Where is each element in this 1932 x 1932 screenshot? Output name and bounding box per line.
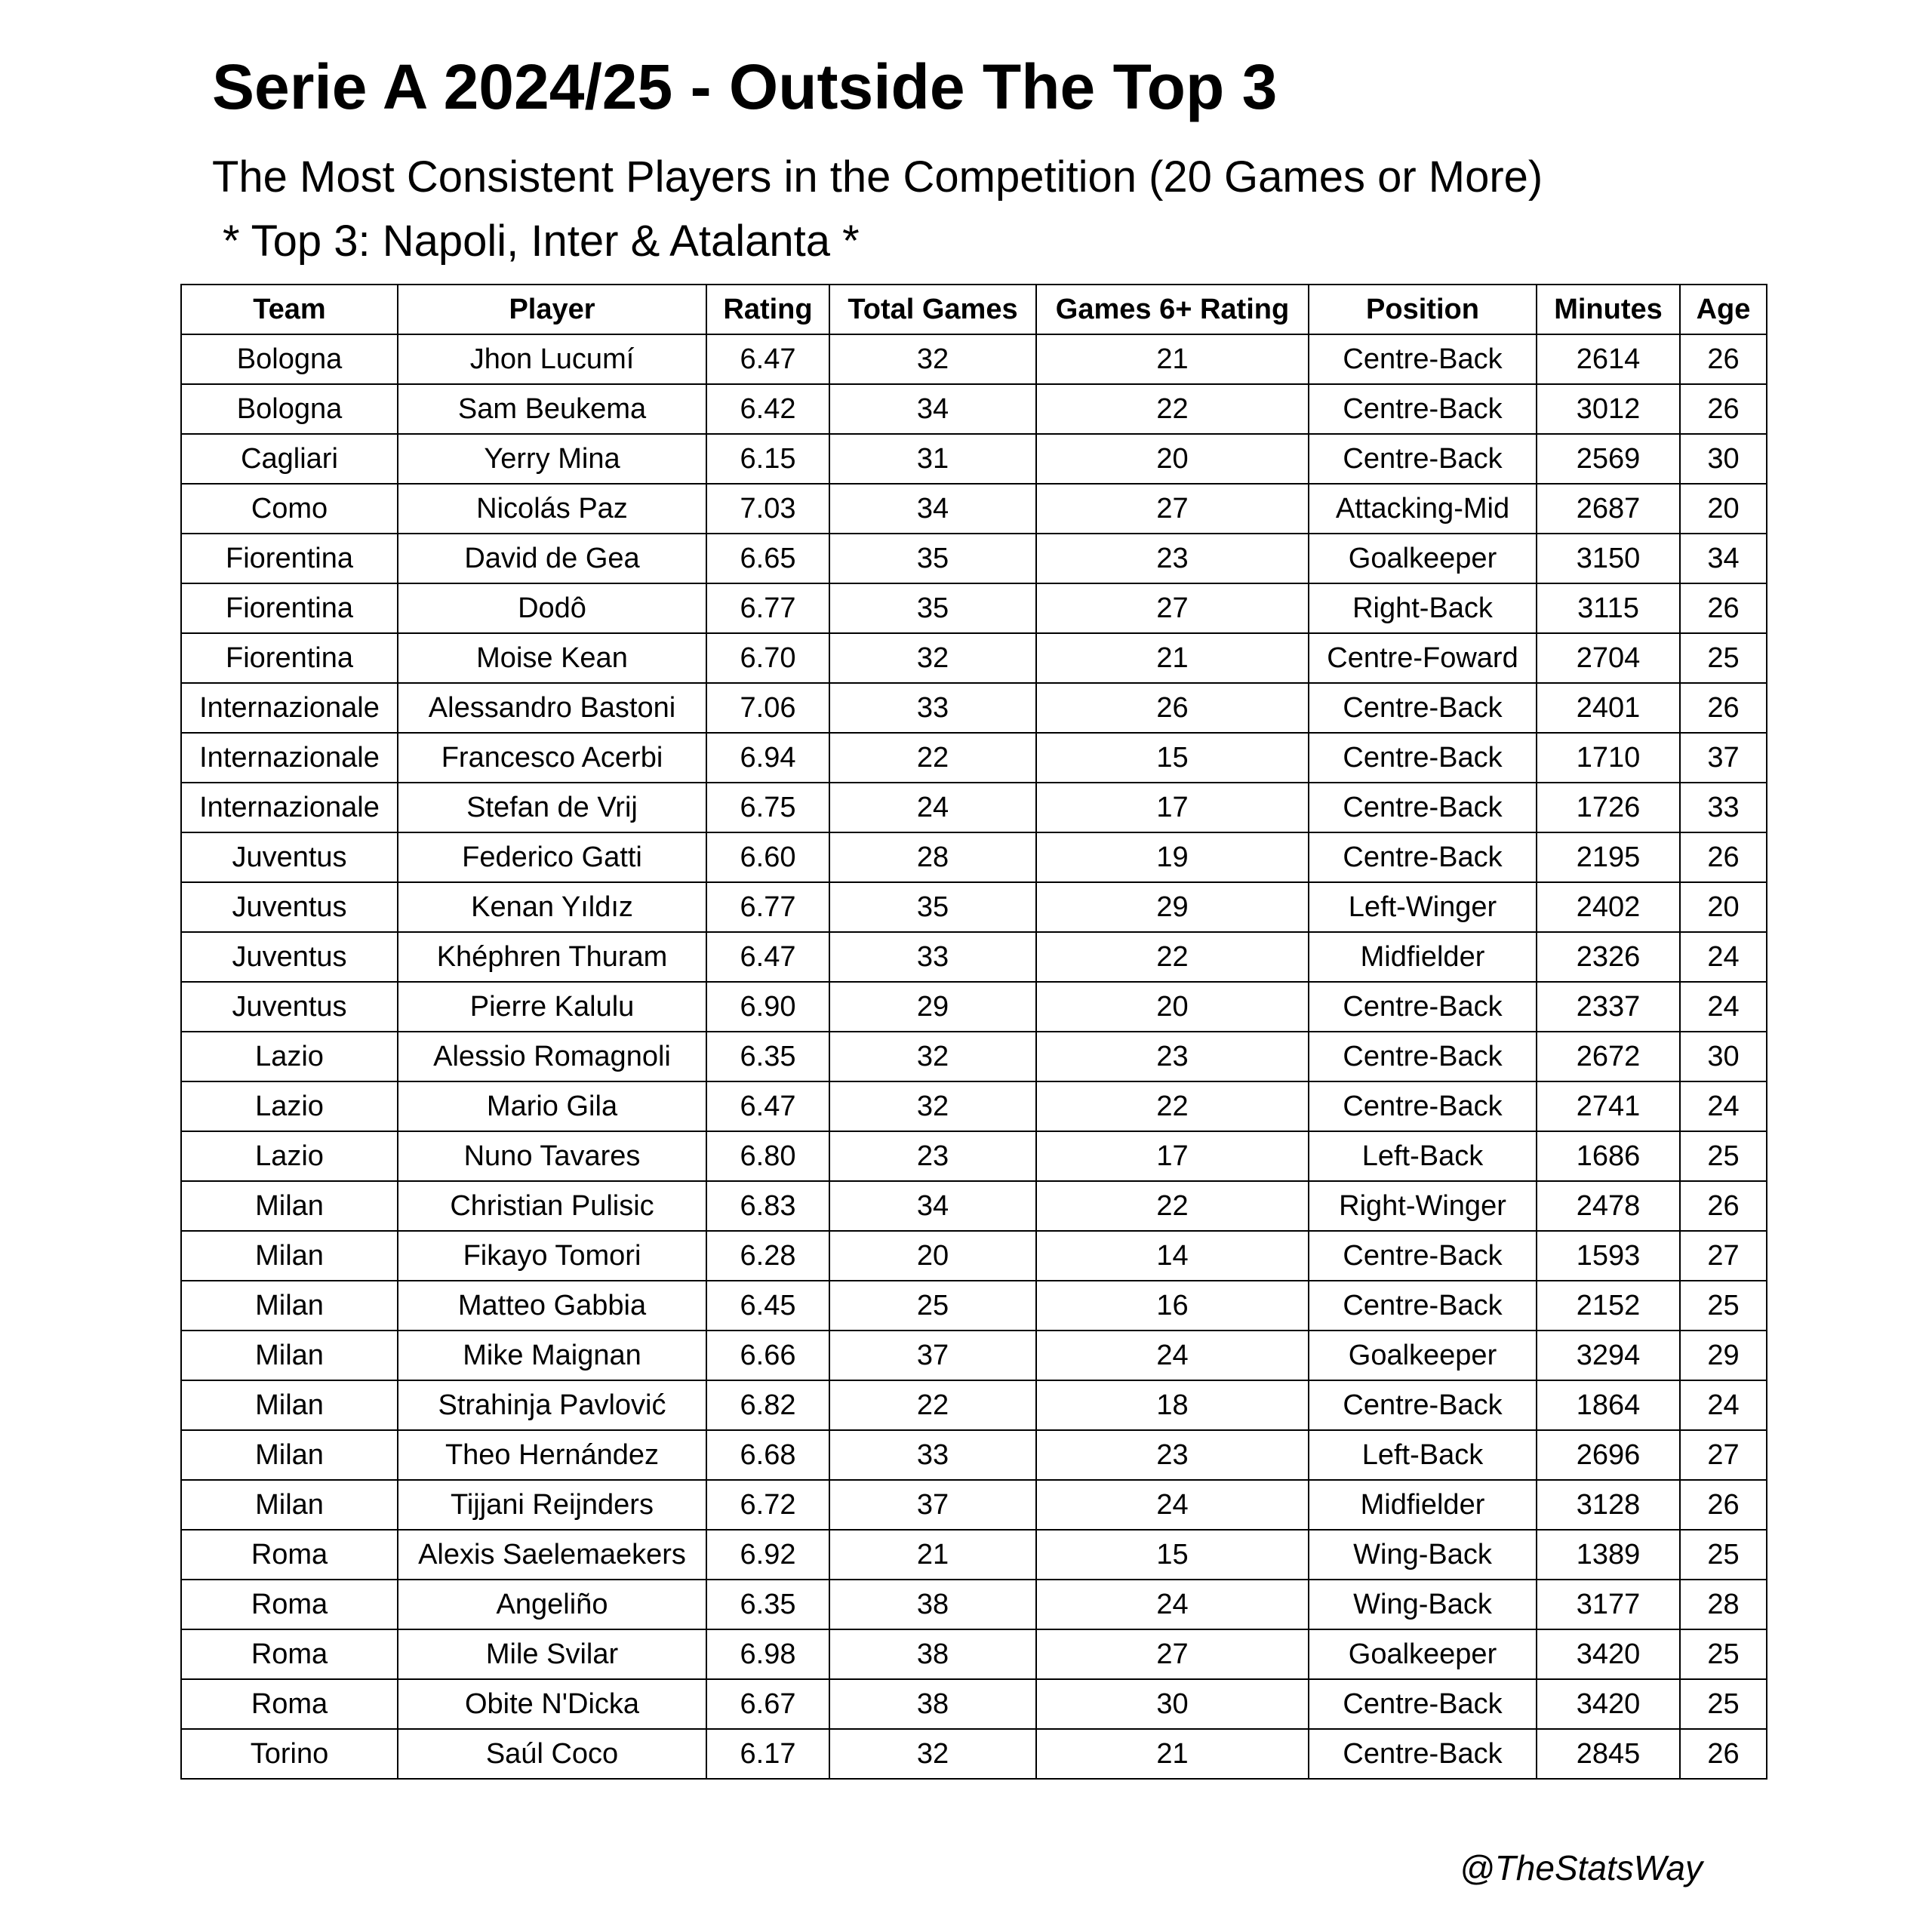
- team-cell: Juventus: [181, 932, 398, 982]
- games-6plus-cell: 26: [1036, 683, 1309, 733]
- team-cell: Torino: [181, 1729, 398, 1779]
- team-cell: Fiorentina: [181, 583, 398, 633]
- age-cell: 26: [1680, 1729, 1767, 1779]
- minutes-cell: 3420: [1537, 1629, 1680, 1679]
- total-games-cell: 22: [829, 1380, 1036, 1430]
- minutes-cell: 2569: [1537, 434, 1680, 484]
- player-cell: Obite N'Dicka: [398, 1679, 706, 1729]
- table-row: [181, 633, 1767, 683]
- player-cell: Kenan Yıldız: [398, 882, 706, 932]
- games-6plus-cell: 20: [1036, 982, 1309, 1032]
- table-row: [181, 832, 1767, 882]
- page-subtitle: The Most Consistent Players in the Competition (20 Games or More): [212, 152, 1543, 202]
- age-cell: 25: [1680, 1530, 1767, 1580]
- player-cell: Moise Kean: [398, 633, 706, 683]
- minutes-cell: 2741: [1537, 1081, 1680, 1131]
- age-cell: 37: [1680, 733, 1767, 783]
- column-header: Minutes: [1537, 285, 1680, 334]
- minutes-cell: 1389: [1537, 1530, 1680, 1580]
- age-cell: 24: [1680, 932, 1767, 982]
- minutes-cell: 2672: [1537, 1032, 1680, 1081]
- rating-cell: 6.17: [706, 1729, 829, 1779]
- team-cell: Juventus: [181, 832, 398, 882]
- table-row: [181, 1729, 1767, 1779]
- position-cell: Left-Back: [1309, 1430, 1537, 1480]
- rating-cell: 6.82: [706, 1380, 829, 1430]
- rating-cell: 6.77: [706, 583, 829, 633]
- table-row: [181, 1181, 1767, 1231]
- games-6plus-cell: 24: [1036, 1480, 1309, 1530]
- team-cell: Roma: [181, 1580, 398, 1629]
- team-cell: Milan: [181, 1231, 398, 1281]
- position-cell: Centre-Back: [1309, 1081, 1537, 1131]
- rating-cell: 6.45: [706, 1281, 829, 1331]
- games-6plus-cell: 29: [1036, 882, 1309, 932]
- rating-cell: 6.15: [706, 434, 829, 484]
- team-cell: Milan: [181, 1480, 398, 1530]
- age-cell: 25: [1680, 633, 1767, 683]
- rating-cell: 6.90: [706, 982, 829, 1032]
- player-cell: Nuno Tavares: [398, 1131, 706, 1181]
- total-games-cell: 22: [829, 733, 1036, 783]
- top3-note: * Top 3: Napoli, Inter & Atalanta *: [223, 217, 860, 266]
- table-row: [181, 434, 1767, 484]
- games-6plus-cell: 21: [1036, 1729, 1309, 1779]
- rating-cell: 6.68: [706, 1430, 829, 1480]
- team-cell: Milan: [181, 1181, 398, 1231]
- minutes-cell: 2696: [1537, 1430, 1680, 1480]
- player-cell: Khéphren Thuram: [398, 932, 706, 982]
- rating-cell: 6.83: [706, 1181, 829, 1231]
- games-6plus-cell: 23: [1036, 1430, 1309, 1480]
- minutes-cell: 3115: [1537, 583, 1680, 633]
- team-cell: Internazionale: [181, 783, 398, 832]
- player-cell: Alessandro Bastoni: [398, 683, 706, 733]
- table-row: [181, 1430, 1767, 1480]
- table-row: [181, 1032, 1767, 1081]
- team-cell: Milan: [181, 1430, 398, 1480]
- player-cell: Dodô: [398, 583, 706, 633]
- total-games-cell: 31: [829, 434, 1036, 484]
- table-row: [181, 1081, 1767, 1131]
- team-cell: Bologna: [181, 384, 398, 434]
- age-cell: 26: [1680, 832, 1767, 882]
- games-6plus-cell: 22: [1036, 1081, 1309, 1131]
- table-row: [181, 882, 1767, 932]
- age-cell: 25: [1680, 1679, 1767, 1729]
- games-6plus-cell: 22: [1036, 1181, 1309, 1231]
- rating-cell: 6.72: [706, 1480, 829, 1530]
- minutes-cell: 3128: [1537, 1480, 1680, 1530]
- table-row: [181, 1281, 1767, 1331]
- player-cell: Alessio Romagnoli: [398, 1032, 706, 1081]
- player-cell: Christian Pulisic: [398, 1181, 706, 1231]
- rating-cell: 6.70: [706, 633, 829, 683]
- table-row: [181, 384, 1767, 434]
- total-games-cell: 35: [829, 534, 1036, 583]
- minutes-cell: 1726: [1537, 783, 1680, 832]
- position-cell: Centre-Foward: [1309, 633, 1537, 683]
- position-cell: Left-Back: [1309, 1131, 1537, 1181]
- total-games-cell: 32: [829, 1081, 1036, 1131]
- team-cell: Bologna: [181, 334, 398, 384]
- minutes-cell: 3150: [1537, 534, 1680, 583]
- table-row: [181, 1231, 1767, 1281]
- team-cell: Lazio: [181, 1032, 398, 1081]
- position-cell: Centre-Back: [1309, 832, 1537, 882]
- table-row: [181, 733, 1767, 783]
- position-cell: Right-Winger: [1309, 1181, 1537, 1231]
- rating-cell: 6.75: [706, 783, 829, 832]
- rating-cell: 6.60: [706, 832, 829, 882]
- player-cell: Federico Gatti: [398, 832, 706, 882]
- games-6plus-cell: 24: [1036, 1580, 1309, 1629]
- column-header: Team: [181, 285, 398, 334]
- table-row: [181, 1530, 1767, 1580]
- games-6plus-cell: 20: [1036, 434, 1309, 484]
- total-games-cell: 32: [829, 633, 1036, 683]
- age-cell: 26: [1680, 334, 1767, 384]
- player-cell: Strahinja Pavlović: [398, 1380, 706, 1430]
- age-cell: 25: [1680, 1131, 1767, 1181]
- table-row: [181, 583, 1767, 633]
- games-6plus-cell: 24: [1036, 1331, 1309, 1380]
- minutes-cell: 2478: [1537, 1181, 1680, 1231]
- minutes-cell: 2152: [1537, 1281, 1680, 1331]
- rating-cell: 6.65: [706, 534, 829, 583]
- minutes-cell: 2845: [1537, 1729, 1680, 1779]
- rating-cell: 7.06: [706, 683, 829, 733]
- column-header: Total Games: [829, 285, 1036, 334]
- table-row: [181, 932, 1767, 982]
- total-games-cell: 25: [829, 1281, 1036, 1331]
- position-cell: Centre-Back: [1309, 1380, 1537, 1430]
- minutes-cell: 1686: [1537, 1131, 1680, 1181]
- position-cell: Centre-Back: [1309, 1281, 1537, 1331]
- games-6plus-cell: 14: [1036, 1231, 1309, 1281]
- position-cell: Midfielder: [1309, 1480, 1537, 1530]
- rating-cell: 6.35: [706, 1032, 829, 1081]
- player-cell: Nicolás Paz: [398, 484, 706, 534]
- minutes-cell: 1864: [1537, 1380, 1680, 1430]
- total-games-cell: 23: [829, 1131, 1036, 1181]
- player-cell: Tijjani Reijnders: [398, 1480, 706, 1530]
- column-header: Position: [1309, 285, 1537, 334]
- total-games-cell: 38: [829, 1679, 1036, 1729]
- table-row: [181, 783, 1767, 832]
- player-cell: Fikayo Tomori: [398, 1231, 706, 1281]
- age-cell: 24: [1680, 1380, 1767, 1430]
- total-games-cell: 37: [829, 1331, 1036, 1380]
- team-cell: Fiorentina: [181, 633, 398, 683]
- player-cell: David de Gea: [398, 534, 706, 583]
- table-row: [181, 334, 1767, 384]
- games-6plus-cell: 27: [1036, 583, 1309, 633]
- team-cell: Internazionale: [181, 683, 398, 733]
- position-cell: Centre-Back: [1309, 783, 1537, 832]
- table-row: [181, 1131, 1767, 1181]
- age-cell: 26: [1680, 583, 1767, 633]
- total-games-cell: 34: [829, 484, 1036, 534]
- rating-cell: 6.66: [706, 1331, 829, 1380]
- age-cell: 30: [1680, 1032, 1767, 1081]
- age-cell: 27: [1680, 1231, 1767, 1281]
- age-cell: 29: [1680, 1331, 1767, 1380]
- column-header: Age: [1680, 285, 1767, 334]
- total-games-cell: 35: [829, 583, 1036, 633]
- player-cell: Mario Gila: [398, 1081, 706, 1131]
- table-row: [181, 1380, 1767, 1430]
- player-cell: Mile Svilar: [398, 1629, 706, 1679]
- minutes-cell: 3420: [1537, 1679, 1680, 1729]
- total-games-cell: 21: [829, 1530, 1036, 1580]
- minutes-cell: 2704: [1537, 633, 1680, 683]
- rating-cell: 6.98: [706, 1629, 829, 1679]
- games-6plus-cell: 22: [1036, 932, 1309, 982]
- rating-cell: 6.28: [706, 1231, 829, 1281]
- total-games-cell: 32: [829, 1729, 1036, 1779]
- position-cell: Right-Back: [1309, 583, 1537, 633]
- player-cell: Jhon Lucumí: [398, 334, 706, 384]
- age-cell: 20: [1680, 882, 1767, 932]
- rating-cell: 6.94: [706, 733, 829, 783]
- games-6plus-cell: 27: [1036, 484, 1309, 534]
- player-stats-table: [180, 284, 1767, 1780]
- age-cell: 34: [1680, 534, 1767, 583]
- age-cell: 27: [1680, 1430, 1767, 1480]
- position-cell: Goalkeeper: [1309, 534, 1537, 583]
- rating-cell: 7.03: [706, 484, 829, 534]
- age-cell: 28: [1680, 1580, 1767, 1629]
- minutes-cell: 3177: [1537, 1580, 1680, 1629]
- minutes-cell: 3294: [1537, 1331, 1680, 1380]
- rating-cell: 6.92: [706, 1530, 829, 1580]
- table-row: [181, 1629, 1767, 1679]
- table-row: [181, 1480, 1767, 1530]
- table-row: [181, 484, 1767, 534]
- total-games-cell: 34: [829, 1181, 1036, 1231]
- player-cell: Mike Maignan: [398, 1331, 706, 1380]
- team-cell: Lazio: [181, 1131, 398, 1181]
- position-cell: Centre-Back: [1309, 334, 1537, 384]
- table-row: [181, 1331, 1767, 1380]
- table-row: [181, 534, 1767, 583]
- total-games-cell: 34: [829, 384, 1036, 434]
- position-cell: Centre-Back: [1309, 1032, 1537, 1081]
- total-games-cell: 37: [829, 1480, 1036, 1530]
- position-cell: Midfielder: [1309, 932, 1537, 982]
- age-cell: 26: [1680, 1480, 1767, 1530]
- games-6plus-cell: 23: [1036, 534, 1309, 583]
- total-games-cell: 24: [829, 783, 1036, 832]
- player-cell: Saúl Coco: [398, 1729, 706, 1779]
- team-cell: Milan: [181, 1380, 398, 1430]
- table-row: [181, 1679, 1767, 1729]
- total-games-cell: 33: [829, 683, 1036, 733]
- rating-cell: 6.47: [706, 334, 829, 384]
- minutes-cell: 2402: [1537, 882, 1680, 932]
- age-cell: 33: [1680, 783, 1767, 832]
- games-6plus-cell: 21: [1036, 334, 1309, 384]
- rating-cell: 6.67: [706, 1679, 829, 1729]
- total-games-cell: 29: [829, 982, 1036, 1032]
- team-cell: Milan: [181, 1331, 398, 1380]
- team-cell: Roma: [181, 1530, 398, 1580]
- minutes-cell: 1710: [1537, 733, 1680, 783]
- minutes-cell: 2195: [1537, 832, 1680, 882]
- team-cell: Internazionale: [181, 733, 398, 783]
- games-6plus-cell: 17: [1036, 783, 1309, 832]
- table-row: [181, 1580, 1767, 1629]
- column-header: Player: [398, 285, 706, 334]
- total-games-cell: 32: [829, 1032, 1036, 1081]
- player-cell: Yerry Mina: [398, 434, 706, 484]
- games-6plus-cell: 17: [1036, 1131, 1309, 1181]
- player-cell: Alexis Saelemaekers: [398, 1530, 706, 1580]
- games-6plus-cell: 22: [1036, 384, 1309, 434]
- total-games-cell: 32: [829, 334, 1036, 384]
- team-cell: Juventus: [181, 982, 398, 1032]
- position-cell: Left-Winger: [1309, 882, 1537, 932]
- total-games-cell: 20: [829, 1231, 1036, 1281]
- team-cell: Juventus: [181, 882, 398, 932]
- player-cell: Matteo Gabbia: [398, 1281, 706, 1331]
- player-cell: Stefan de Vrij: [398, 783, 706, 832]
- minutes-cell: 3012: [1537, 384, 1680, 434]
- minutes-cell: 1593: [1537, 1231, 1680, 1281]
- games-6plus-cell: 21: [1036, 633, 1309, 683]
- total-games-cell: 33: [829, 1430, 1036, 1480]
- team-cell: Lazio: [181, 1081, 398, 1131]
- position-cell: Wing-Back: [1309, 1530, 1537, 1580]
- position-cell: Wing-Back: [1309, 1580, 1537, 1629]
- position-cell: Centre-Back: [1309, 434, 1537, 484]
- total-games-cell: 28: [829, 832, 1036, 882]
- minutes-cell: 2614: [1537, 334, 1680, 384]
- games-6plus-cell: 15: [1036, 733, 1309, 783]
- total-games-cell: 33: [829, 932, 1036, 982]
- column-header: Rating: [706, 285, 829, 334]
- page-title: Serie A 2024/25 - Outside The Top 3: [212, 51, 1278, 122]
- games-6plus-cell: 27: [1036, 1629, 1309, 1679]
- rating-cell: 6.47: [706, 932, 829, 982]
- player-cell: Pierre Kalulu: [398, 982, 706, 1032]
- position-cell: Centre-Back: [1309, 1679, 1537, 1729]
- rating-cell: 6.42: [706, 384, 829, 434]
- minutes-cell: 2687: [1537, 484, 1680, 534]
- table-row: [181, 683, 1767, 733]
- age-cell: 30: [1680, 434, 1767, 484]
- games-6plus-cell: 15: [1036, 1530, 1309, 1580]
- games-6plus-cell: 19: [1036, 832, 1309, 882]
- minutes-cell: 2337: [1537, 982, 1680, 1032]
- total-games-cell: 35: [829, 882, 1036, 932]
- position-cell: Goalkeeper: [1309, 1331, 1537, 1380]
- team-cell: Fiorentina: [181, 534, 398, 583]
- total-games-cell: 38: [829, 1629, 1036, 1679]
- position-cell: Centre-Back: [1309, 384, 1537, 434]
- age-cell: 20: [1680, 484, 1767, 534]
- games-6plus-cell: 18: [1036, 1380, 1309, 1430]
- position-cell: Attacking-Mid: [1309, 484, 1537, 534]
- team-cell: Roma: [181, 1679, 398, 1729]
- team-cell: Como: [181, 484, 398, 534]
- player-cell: Sam Beukema: [398, 384, 706, 434]
- column-header: Games 6+ Rating: [1036, 285, 1309, 334]
- footer-credit: @TheStatsWay: [1460, 1848, 1703, 1887]
- rating-cell: 6.47: [706, 1081, 829, 1131]
- total-games-cell: 38: [829, 1580, 1036, 1629]
- games-6plus-cell: 30: [1036, 1679, 1309, 1729]
- position-cell: Centre-Back: [1309, 1729, 1537, 1779]
- rating-cell: 6.80: [706, 1131, 829, 1181]
- age-cell: 26: [1680, 384, 1767, 434]
- position-cell: Centre-Back: [1309, 733, 1537, 783]
- minutes-cell: 2401: [1537, 683, 1680, 733]
- position-cell: Centre-Back: [1309, 683, 1537, 733]
- team-cell: Cagliari: [181, 434, 398, 484]
- age-cell: 24: [1680, 982, 1767, 1032]
- position-cell: Goalkeeper: [1309, 1629, 1537, 1679]
- table-row: [181, 982, 1767, 1032]
- minutes-cell: 2326: [1537, 932, 1680, 982]
- position-cell: Centre-Back: [1309, 982, 1537, 1032]
- rating-cell: 6.35: [706, 1580, 829, 1629]
- team-cell: Roma: [181, 1629, 398, 1679]
- age-cell: 25: [1680, 1629, 1767, 1679]
- table-body: [181, 334, 1767, 1779]
- age-cell: 26: [1680, 1181, 1767, 1231]
- games-6plus-cell: 23: [1036, 1032, 1309, 1081]
- age-cell: 26: [1680, 683, 1767, 733]
- age-cell: 24: [1680, 1081, 1767, 1131]
- rating-cell: 6.77: [706, 882, 829, 932]
- position-cell: Centre-Back: [1309, 1231, 1537, 1281]
- games-6plus-cell: 16: [1036, 1281, 1309, 1331]
- table-header-row: [181, 285, 1767, 334]
- team-cell: Milan: [181, 1281, 398, 1331]
- player-cell: Theo Hernández: [398, 1430, 706, 1480]
- player-cell: Angeliño: [398, 1580, 706, 1629]
- player-cell: Francesco Acerbi: [398, 733, 706, 783]
- age-cell: 25: [1680, 1281, 1767, 1331]
